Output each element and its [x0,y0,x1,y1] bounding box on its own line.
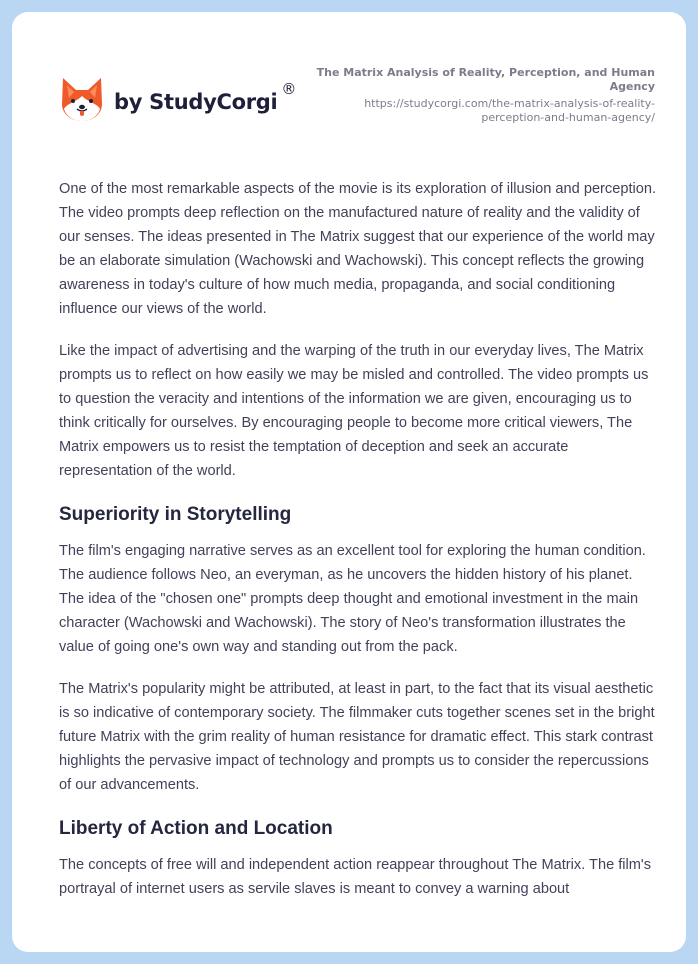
logo-text: by StudyCorgi [114,90,278,114]
paragraph: Like the impact of advertising and the warping of the truth in our everyday lives, The Matrix prompts us to reflect on how easily we may be misled and controlled. The video prompts us to question the veracity and intentions of the information we are given, encouraging us to think critically for ourselves. By encouraging people to become more critical viewers, The Matrix empowers us to resist the temptation of deception and seek an accurate representation of the world. [59,343,649,479]
registered-mark: ® [281,80,297,98]
document-card [12,12,686,952]
corgi-logo-icon [60,76,104,122]
section-heading: Superiority in Storytelling [59,504,292,525]
paragraph: The concepts of free will and independent action reappear throughout The Matrix. The film's portrayal of internet users as servile slaves is meant to convey a warning about [59,857,652,897]
studycorgi-logo[interactable] [60,76,296,122]
paragraph: The film's engaging narrative serves as an excellent tool for exploring the human condition. The audience follows Neo, an everyman, as he uncovers the hidden history of his planet. The idea of the "chosen one" prompts deep thought and emotional investment in the main character (Wachowski and Wachowski). The story of Neo's transformation illustrates the value of going one's own way and standing out from the pack. [59,543,646,655]
document-header [12,12,686,162]
article-body [59,177,659,919]
paragraph: One of the most remarkable aspects of the movie is its exploration of illusion and perception. The video prompts deep reflection on the manufactured nature of reality and the validity of our senses. The ideas presented in The Matrix suggest that our experience of the world may be an elaborate simulation (Wachowski and Wachowski). This concept reflects the growing awareness in today's culture of how much media, propaganda, and social conditioning influence our views of the world. [59,181,657,317]
section-heading: Liberty of Action and Location [59,818,333,839]
document-title: The Matrix Analysis of Reality, Perception, and Human Agency [316,66,655,93]
document-url[interactable]: https://studycorgi.com/the-matrix-analysis-of-reality-perception-and-human-agency/ [364,97,655,124]
document-meta [315,66,655,125]
paragraph: The Matrix's popularity might be attributed, at least in part, to the fact that its visual aesthetic is so indicative of contemporary society. The filmmaker cuts together scenes set in the bright future Matrix with the grim reality of human resistance for dramatic effect. This stark contrast highlights the pervasive impact of technology and prompts us to consider the repercussions of our advancements. [59,681,655,793]
